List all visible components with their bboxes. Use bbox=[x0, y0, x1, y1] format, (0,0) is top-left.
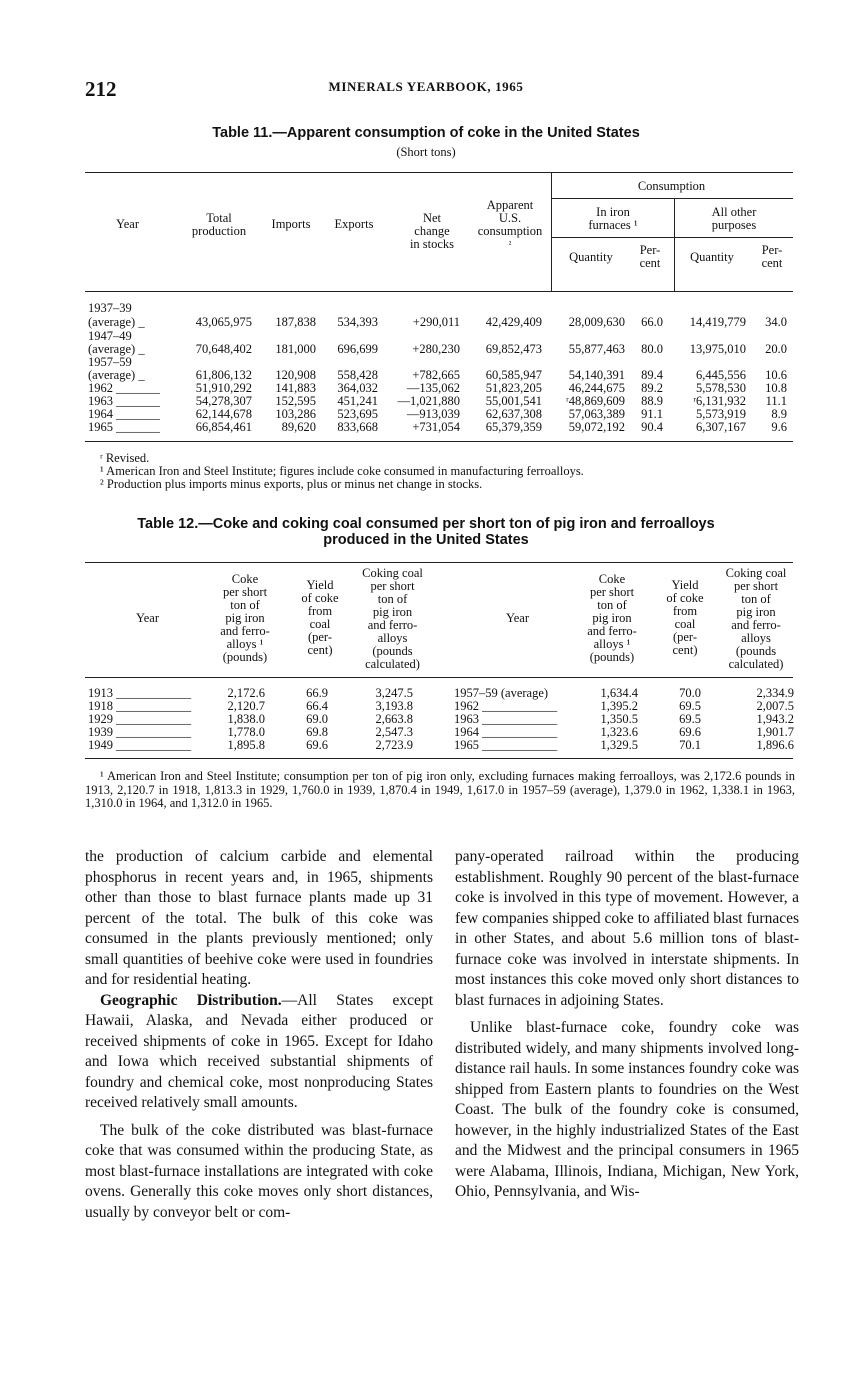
table11-cell-iron-qty: 57,063,389 bbox=[568, 407, 625, 421]
header-line: Coking coal bbox=[362, 566, 423, 580]
header-line: pig iron bbox=[372, 605, 413, 619]
table11-cell-other-qty: 6,307,167 bbox=[696, 420, 746, 434]
header-line: from bbox=[307, 604, 333, 618]
table12-header-year: Year bbox=[505, 611, 530, 625]
table12-header-coking-coal bbox=[710, 567, 802, 671]
body-paragraph bbox=[85, 847, 433, 991]
table12-right-year bbox=[454, 712, 557, 726]
body-column-left bbox=[85, 847, 433, 1223]
table12-left-yield: 69.6 bbox=[306, 738, 328, 752]
table11-row-year bbox=[88, 315, 145, 329]
year-label: 1962 bbox=[88, 381, 113, 395]
header-line: Coking coal bbox=[725, 566, 787, 580]
table11-cell-iron-pct: 91.1 bbox=[641, 407, 663, 421]
table12-left-coke: 1,778.0 bbox=[227, 725, 265, 739]
header-line: Per- bbox=[761, 243, 783, 257]
table11-cell-other-pct: 9.6 bbox=[771, 420, 787, 434]
leader-dots: ____________ bbox=[116, 686, 192, 700]
year-label: 1957–59 (average) bbox=[454, 686, 549, 700]
header-line: and ferro- bbox=[367, 618, 418, 632]
header-line: Coke bbox=[231, 572, 259, 586]
year-label: (average) bbox=[88, 342, 136, 356]
leader-dots: ____________ bbox=[482, 699, 558, 713]
table12-right-coke: 1,634.4 bbox=[600, 686, 638, 700]
table12-right-coal: 2,334.9 bbox=[756, 686, 794, 700]
table12-header-coke bbox=[205, 573, 285, 664]
table12-right-yield: 70.1 bbox=[679, 738, 701, 752]
header-line: cent bbox=[639, 256, 661, 270]
table12-left-coke: 2,172.6 bbox=[227, 686, 265, 700]
table12-right-coke: 1,323.6 bbox=[600, 725, 638, 739]
table11-header-all-other bbox=[675, 206, 793, 232]
table11-cell-net: —1,021,880 bbox=[397, 394, 460, 408]
leader-dots: _ bbox=[138, 342, 145, 356]
header-line: per short bbox=[589, 585, 635, 599]
table11-header-other-percent bbox=[752, 244, 792, 270]
table11-cell-iron-pct: 66.0 bbox=[641, 315, 663, 329]
year-label: 1939 bbox=[88, 725, 113, 739]
table11-cell-imports: 181,000 bbox=[275, 342, 316, 356]
header-line: coal bbox=[674, 617, 696, 631]
header-line: U.S. bbox=[498, 211, 522, 225]
table11-cell-iron-qty: ʳ48,869,609 bbox=[566, 394, 625, 408]
table12-left-coal: 2,723.9 bbox=[375, 738, 413, 752]
header-line: ton of bbox=[597, 598, 627, 612]
table11-row-year-top: 1957–59 bbox=[88, 355, 132, 369]
table11-cell-exports: 534,393 bbox=[337, 315, 378, 329]
table12-left-year bbox=[88, 738, 191, 752]
body-paragraph bbox=[455, 1018, 799, 1203]
leader-dots: ____________ bbox=[116, 738, 192, 752]
table11-cell-exports: 696,699 bbox=[337, 342, 378, 356]
table12-left-year bbox=[88, 686, 191, 700]
header-line: All other bbox=[711, 205, 757, 219]
table11-cell-other-qty: 13,975,010 bbox=[689, 342, 746, 356]
table12-right-year bbox=[454, 699, 557, 713]
header-line: alloys bbox=[741, 631, 771, 645]
header-line: (pounds bbox=[735, 644, 777, 658]
table12-right-coal: 1,896.6 bbox=[756, 738, 794, 752]
table11-cell-other-qty: ʳ6,131,932 bbox=[693, 394, 746, 408]
table11-header-total-production bbox=[178, 212, 260, 238]
table12-right-year bbox=[454, 725, 557, 739]
header-line: cent) bbox=[672, 643, 698, 657]
body-paragraph bbox=[455, 847, 799, 1011]
year-label: 1965 bbox=[454, 738, 479, 752]
table11-cell-other-pct: 20.0 bbox=[765, 342, 787, 356]
table11-header-exports: Exports bbox=[334, 217, 374, 231]
table12-header-rule bbox=[85, 677, 793, 678]
table12-left-coal: 3,247.5 bbox=[375, 686, 413, 700]
table11-cell-apparent: 51,823,205 bbox=[485, 381, 542, 395]
table12-left-coal: 3,193.8 bbox=[375, 699, 413, 713]
leader-dots: ____________ bbox=[116, 725, 192, 739]
table12-right-coal: 2,007.5 bbox=[756, 699, 794, 713]
header-line: Net bbox=[422, 211, 442, 225]
header-line: and ferro- bbox=[731, 618, 781, 632]
header-line: cent) bbox=[307, 643, 333, 657]
table12-left-year bbox=[88, 712, 191, 726]
table11-cell-other-pct: 11.1 bbox=[765, 394, 787, 408]
header-line: ² bbox=[508, 239, 512, 249]
table12-footnote: ¹ American Iron and Steel Institute; consumption per ton of pig iron only, excluding furnaces making ferroalloys, was 2,172.6 pounds in 1913, 2,120.7 in 1918, 1,813.3 in 1929, 1,760.0 in 1939, 1,870.4 in 1949, 1,617.0 in 1957–59 (average), 1,379.0 in 1962, 1,338.1 in 1963, 1,310.0 in 1964, and 1,312.0 in 1965. bbox=[85, 769, 795, 810]
table11-consumption-rule bbox=[552, 198, 793, 199]
table12-left-coke: 2,120.7 bbox=[227, 699, 265, 713]
table11-cell-exports: 558,428 bbox=[337, 368, 378, 382]
header-line: pig iron bbox=[592, 611, 632, 625]
table11-row-year bbox=[88, 407, 160, 421]
header-line: production bbox=[191, 224, 247, 238]
leader-dots: _______ bbox=[116, 407, 160, 421]
table12-right-yield: 69.5 bbox=[679, 699, 701, 713]
year-label: 1964 bbox=[454, 725, 479, 739]
table11-footnote: ² Production plus imports minus exports, plus or minus net change in stocks. bbox=[100, 477, 483, 491]
table11-cell-net: +280,230 bbox=[412, 342, 460, 356]
table11-header-rule bbox=[85, 291, 793, 292]
header-line: per short bbox=[370, 579, 415, 593]
table11-row-year-top: 1937–39 bbox=[88, 301, 132, 315]
header-line: In iron bbox=[596, 205, 630, 219]
header-line: pig iron bbox=[225, 611, 265, 625]
header-line: pig iron bbox=[736, 605, 776, 619]
table11-cell-imports: 187,838 bbox=[275, 315, 316, 329]
table11-cell-other-pct: 10.8 bbox=[765, 381, 787, 395]
table11-cell-net: —135,062 bbox=[406, 381, 460, 395]
header-line: of coke bbox=[666, 591, 704, 605]
table11-cell-iron-pct: 90.4 bbox=[641, 420, 663, 434]
header-line: consumption bbox=[477, 224, 543, 238]
year-label: 1963 bbox=[88, 394, 113, 408]
header-line: of coke bbox=[301, 591, 339, 605]
table11-cell-iron-pct: 89.4 bbox=[641, 368, 663, 382]
table12-right-coke: 1,350.5 bbox=[600, 712, 638, 726]
year-label: (average) bbox=[88, 315, 136, 329]
table11-cell-net: +731,054 bbox=[412, 420, 460, 434]
table12-left-yield: 69.0 bbox=[306, 712, 328, 726]
paragraph-text: Unlike blast-furnace coke, foundry coke was distributed widely, and many shipments involved long-distance rail hauls. In some instances foundry coke was shipped from Eastern plants to foundries on the West Coast. The bulk of the foundry coke is consumed, however, in the highly industrialized States of the East and the Midwest and the principal consumers in 1965 were Alabama, Illinois, Indiana, Michigan, New York, Ohio, Pennsylvania, and Wis- bbox=[455, 1019, 799, 1200]
table12-left-coal: 2,547.3 bbox=[375, 725, 413, 739]
table11-cell-exports: 364,032 bbox=[337, 381, 378, 395]
leader-dots: _______ bbox=[116, 381, 160, 395]
table12-left-yield: 66.9 bbox=[306, 686, 328, 700]
table11-cell-total: 66,854,461 bbox=[195, 420, 252, 434]
table11-cell-imports: 152,595 bbox=[275, 394, 316, 408]
table11-row-year bbox=[88, 368, 145, 382]
page-number: 212 bbox=[85, 77, 117, 101]
table11-bottom-rule bbox=[85, 441, 793, 442]
table11-cell-apparent: 62,637,308 bbox=[485, 407, 542, 421]
leader-dots: _______ bbox=[116, 394, 160, 408]
table11-cell-iron-qty: 46,244,675 bbox=[568, 381, 625, 395]
table11-cell-other-qty: 6,445,556 bbox=[696, 368, 746, 382]
table12-left-year bbox=[88, 725, 191, 739]
year-label: 1949 bbox=[88, 738, 113, 752]
side-heading: Geographic Distribution. bbox=[100, 991, 282, 1009]
leader-dots: _ bbox=[138, 368, 145, 382]
body-column-right bbox=[455, 847, 799, 1203]
table11-header-imports: Imports bbox=[271, 217, 311, 231]
paragraph-text: the production of calcium carbide and elemental phosphorus in recent years and, in 1965, shipments other than those to blast furnace plants made up 31 percent of the total. The bulk of this coke was consumed in the plants previously mentioned; only small quantities of beehive coke were used in foundries and for residential heating. bbox=[85, 848, 433, 988]
table11-cell-apparent: 65,379,359 bbox=[485, 420, 542, 434]
table11-cell-exports: 451,241 bbox=[337, 394, 378, 408]
table11-cell-imports: 120,908 bbox=[275, 368, 316, 382]
header-line: Yield bbox=[306, 578, 334, 592]
table12-header-coking-coal bbox=[345, 567, 440, 671]
table11-cell-iron-qty: 59,072,192 bbox=[568, 420, 625, 434]
year-label: 1929 bbox=[88, 712, 113, 726]
table12-left-coke: 1,895.8 bbox=[227, 738, 265, 752]
table11-header-consumption: Consumption bbox=[637, 179, 706, 193]
leader-dots: ____________ bbox=[482, 725, 558, 739]
table12-right-year bbox=[454, 686, 548, 700]
year-label: 1963 bbox=[454, 712, 479, 726]
table11-cell-exports: 833,668 bbox=[337, 420, 378, 434]
table11-cell-total: 54,278,307 bbox=[195, 394, 252, 408]
table12-header-year: Year bbox=[135, 611, 160, 625]
table11-cell-iron-pct: 89.2 bbox=[641, 381, 663, 395]
year-label: 1964 bbox=[88, 407, 113, 421]
table11-header-year: Year bbox=[115, 217, 140, 231]
header-line: in stocks bbox=[409, 237, 455, 251]
header-line: alloys ¹ bbox=[226, 637, 264, 651]
table11-cell-imports: 141,883 bbox=[275, 381, 316, 395]
header-line: (per- bbox=[672, 630, 698, 644]
table11-footnote: ʳ Revised. bbox=[100, 451, 150, 465]
table11-row-year-top: 1947–49 bbox=[88, 329, 132, 343]
table12-right-yield: 69.5 bbox=[679, 712, 701, 726]
table12-left-yield: 66.4 bbox=[306, 699, 328, 713]
table11-title: Table 11.—Apparent consumption of coke in the United States bbox=[212, 125, 640, 141]
table12-top-rule bbox=[85, 562, 793, 563]
table12-right-yield: 70.0 bbox=[679, 686, 701, 700]
header-line: Coke bbox=[598, 572, 626, 586]
table11-cell-other-qty: 14,419,779 bbox=[689, 315, 746, 329]
header-line: Apparent bbox=[486, 198, 534, 212]
table11-cell-imports: 103,286 bbox=[275, 407, 316, 421]
table12-right-yield: 69.6 bbox=[679, 725, 701, 739]
paragraph-text: pany-operated railroad within the producing establishment. Roughly 90 percent of the blast-furnace coke is involved in this type of movement. However, a few companies shipped coke to affiliated blast furnaces in other States, and about 5.6 million tons of blast-furnace coke was involved in interstate shipments. In most instances this coke moved only short distances to blast furnaces in adjoining States. bbox=[455, 848, 799, 1009]
table12-left-year bbox=[88, 699, 191, 713]
leader-dots: _______ bbox=[116, 420, 160, 434]
table11-header-net-change bbox=[396, 212, 468, 251]
table11-row-year bbox=[88, 342, 145, 356]
table12-header-yield bbox=[655, 579, 715, 657]
table11-cell-exports: 523,695 bbox=[337, 407, 378, 421]
paragraph-text: —All States except Hawaii, Alaska, and Nevada either produced or received shipments of coke in 1965. Except for Idaho and Iowa which received substantial shipments of foundry and chemical coke, most nonproducing States received relatively small amounts. bbox=[85, 991, 433, 1111]
table11-cell-imports: 89,620 bbox=[281, 420, 316, 434]
table11-header-apparent bbox=[468, 199, 552, 251]
leader-dots: ____________ bbox=[116, 699, 192, 713]
header-line: from bbox=[672, 604, 698, 618]
header-line: cent bbox=[761, 256, 783, 270]
header-line: Total bbox=[206, 211, 232, 225]
table11-subtitle: (Short tons) bbox=[396, 145, 456, 159]
table11-cell-other-qty: 5,573,919 bbox=[696, 407, 746, 421]
table11-cell-other-qty: 5,578,530 bbox=[696, 381, 746, 395]
table11-cell-total: 70,648,402 bbox=[195, 342, 252, 356]
table12-title-line1: Table 12.—Coke and coking coal consumed per short ton of pig iron and ferroalloys bbox=[137, 516, 715, 532]
year-label: 1962 bbox=[454, 699, 479, 713]
table11-cell-total: 61,806,132 bbox=[195, 368, 252, 382]
table11-col-divider bbox=[674, 198, 675, 291]
leader-dots: ____________ bbox=[482, 738, 558, 752]
table11-cell-iron-qty: 28,009,630 bbox=[568, 315, 625, 329]
header-line: and ferro- bbox=[587, 624, 637, 638]
table11-subconsumption-rule bbox=[552, 237, 793, 238]
table11-cell-iron-qty: 55,877,463 bbox=[568, 342, 625, 356]
table11-row-year bbox=[88, 381, 160, 395]
table12-right-coal: 1,901.7 bbox=[756, 725, 794, 739]
table11-header-iron-quantity: Quantity bbox=[569, 250, 613, 264]
table12-right-coke: 1,329.5 bbox=[600, 738, 638, 752]
table11-footnote: ¹ American Iron and Steel Institute; figures include coke consumed in manufacturing ferroalloys. bbox=[100, 464, 584, 478]
table12-left-yield: 69.8 bbox=[306, 725, 328, 739]
table11-header-iron-percent bbox=[630, 244, 670, 270]
table11-row-year bbox=[88, 420, 160, 434]
table11-cell-other-pct: 10.6 bbox=[765, 368, 787, 382]
leader-dots: _ bbox=[138, 315, 145, 329]
table11-cell-iron-pct: 88.9 bbox=[641, 394, 663, 408]
year-label: 1918 bbox=[88, 699, 113, 713]
header-line: and ferro- bbox=[220, 624, 270, 638]
table11-cell-total: 51,910,292 bbox=[195, 381, 252, 395]
table12-header-yield bbox=[290, 579, 350, 657]
table12-title-line2: produced in the United States bbox=[323, 532, 529, 548]
table11-cell-other-pct: 34.0 bbox=[765, 315, 787, 329]
table11-top-rule bbox=[85, 172, 793, 173]
table11-cell-iron-qty: 54,140,391 bbox=[568, 368, 625, 382]
table11-header-other-quantity: Quantity bbox=[690, 250, 734, 264]
leader-dots: ____________ bbox=[482, 712, 558, 726]
table11-cell-net: +290,011 bbox=[412, 315, 460, 329]
table11-cell-net: +782,665 bbox=[412, 368, 460, 382]
table11-header-iron-furnaces bbox=[551, 206, 675, 232]
header-line: Yield bbox=[671, 578, 699, 592]
table12-left-coal: 2,663.8 bbox=[375, 712, 413, 726]
table11-cell-other-pct: 8.9 bbox=[771, 407, 787, 421]
running-head: MINERALS YEARBOOK, 1965 bbox=[328, 79, 524, 94]
paragraph-text: The bulk of the coke distributed was blast-furnace coke that was consumed within the producing State, as most blast-furnace installations are integrated with coke ovens. Generally this coke moves only short distances, usually by conveyor belt or com- bbox=[85, 1121, 433, 1221]
year-label: (average) bbox=[88, 368, 136, 382]
header-line: change bbox=[414, 224, 450, 238]
table12-header-coke bbox=[572, 573, 652, 664]
header-line: calculated) bbox=[728, 657, 784, 671]
header-line: ton of bbox=[377, 592, 408, 606]
header-line: (pounds bbox=[372, 644, 413, 658]
table11-cell-iron-pct: 80.0 bbox=[641, 342, 663, 356]
header-line: furnaces ¹ bbox=[588, 218, 638, 232]
table11-row-year bbox=[88, 394, 160, 408]
table11-cell-total: 62,144,678 bbox=[195, 407, 252, 421]
header-line: ton of bbox=[230, 598, 260, 612]
leader-dots: ____________ bbox=[116, 712, 192, 726]
header-line: coal bbox=[309, 617, 331, 631]
table11-cell-apparent: 42,429,409 bbox=[485, 315, 542, 329]
header-line: per short bbox=[222, 585, 268, 599]
header-line: alloys bbox=[377, 631, 408, 645]
header-line: ton of bbox=[741, 592, 771, 606]
table11-cell-total: 43,065,975 bbox=[195, 315, 252, 329]
header-line: (pounds) bbox=[222, 650, 268, 664]
table11-cell-apparent: 60,585,947 bbox=[485, 368, 542, 382]
header-line: calculated) bbox=[365, 657, 420, 671]
body-paragraph bbox=[85, 991, 433, 1114]
header-line: (pounds) bbox=[589, 650, 635, 664]
table11-cell-net: —913,039 bbox=[406, 407, 460, 421]
table11-cell-apparent: 69,852,473 bbox=[485, 342, 542, 356]
table12-right-coal: 1,943.2 bbox=[756, 712, 794, 726]
header-line: (per- bbox=[307, 630, 333, 644]
table12-bottom-rule bbox=[85, 758, 793, 759]
table12-left-coke: 1,838.0 bbox=[227, 712, 265, 726]
table12-right-year bbox=[454, 738, 557, 752]
header-line: purposes bbox=[711, 218, 757, 232]
header-line: per short bbox=[733, 579, 779, 593]
header-line: Per- bbox=[639, 243, 661, 257]
year-label: 1913 bbox=[88, 686, 113, 700]
year-label: 1965 bbox=[88, 420, 113, 434]
body-paragraph bbox=[85, 1121, 433, 1224]
table12-right-coke: 1,395.2 bbox=[600, 699, 638, 713]
header-line: alloys ¹ bbox=[593, 637, 631, 651]
table11-cell-apparent: 55,001,541 bbox=[485, 394, 542, 408]
